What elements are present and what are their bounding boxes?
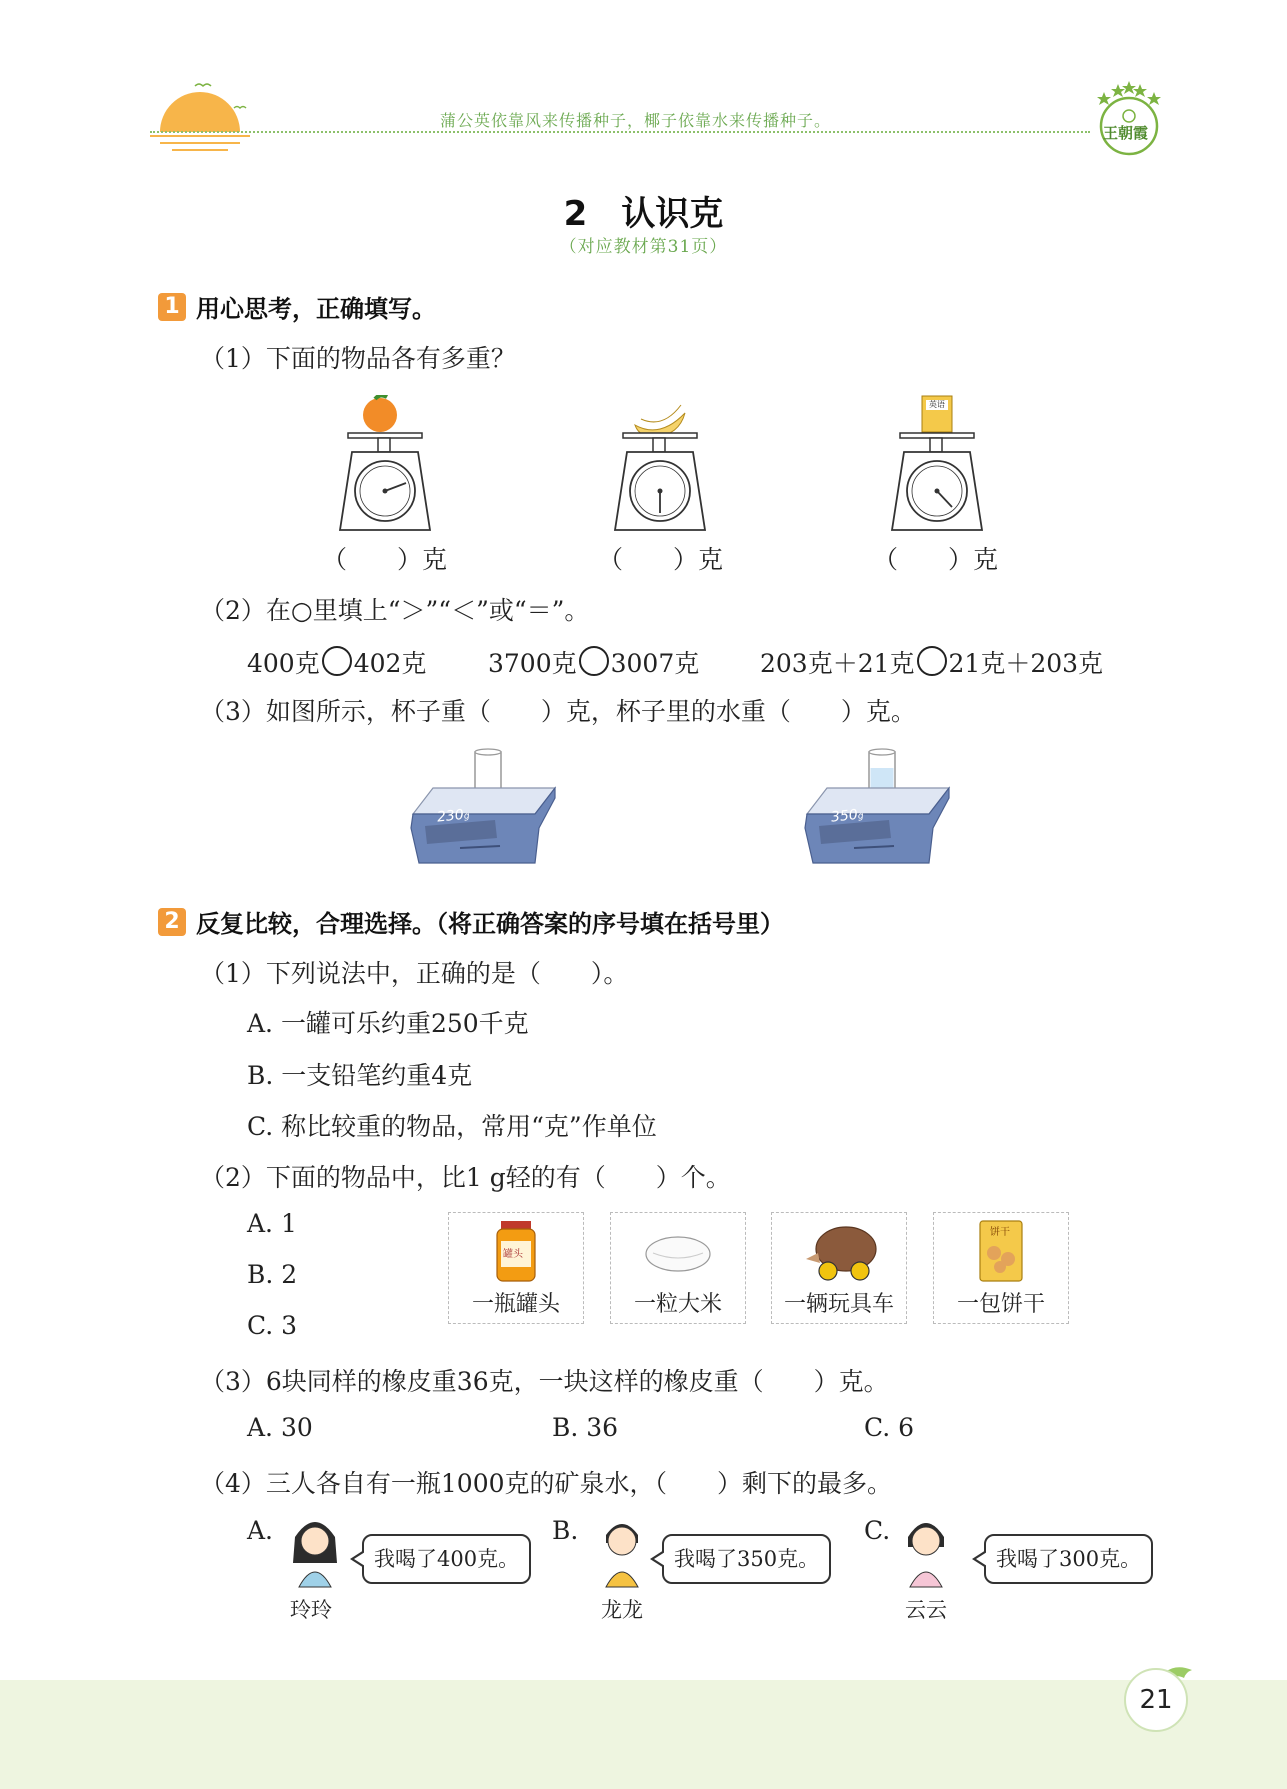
page-title: 2 认识克 bbox=[563, 194, 724, 234]
kid-name: 龙龙 bbox=[601, 1598, 643, 1622]
dial-scale-orange bbox=[330, 395, 440, 539]
digital-scale-water-cup bbox=[799, 748, 959, 872]
digital-scale-empty-cup bbox=[405, 748, 565, 872]
compare-pair-2 bbox=[488, 644, 699, 680]
item-box-rice bbox=[610, 1212, 746, 1324]
option-c[interactable]: C. 3 bbox=[247, 1311, 298, 1340]
item-box-jar bbox=[448, 1212, 584, 1324]
section-number-badge: 1 bbox=[158, 293, 186, 321]
option-b[interactable]: B. 一支铅笔约重4克 bbox=[247, 1061, 473, 1090]
answer-blank-orange[interactable]: （ ）克 bbox=[322, 545, 448, 574]
section-number-badge: 2 bbox=[158, 908, 186, 936]
page-number: 21 bbox=[1124, 1668, 1188, 1732]
header-divider bbox=[150, 131, 1090, 133]
question-1-3: （3）如图所示，杯子重（ ）克，杯子里的水重（ ）克。 bbox=[200, 697, 916, 726]
answer-blank-book[interactable]: （ ）克 bbox=[873, 545, 999, 574]
item-label: 一粒大米 bbox=[633, 1292, 722, 1317]
compare-circle-blank[interactable] bbox=[579, 646, 609, 676]
question-2-4: （4）三人各自有一瓶1000克的矿泉水，（ ）剩下的最多。 bbox=[200, 1469, 893, 1498]
biscuit-label: 饼干 bbox=[990, 1227, 1010, 1238]
page-subtitle: （对应教材第31页） bbox=[559, 237, 728, 257]
question-2-2: （2）下面的物品中，比1 g轻的有（ ）个。 bbox=[200, 1163, 731, 1192]
item-label: 一瓶罐头 bbox=[471, 1292, 560, 1317]
boy-longlong-icon bbox=[592, 1515, 652, 1594]
compare-left: 400克 bbox=[247, 649, 320, 678]
sun-logo-icon bbox=[150, 80, 250, 160]
question-1-1: （1）下面的物品各有多重？ bbox=[200, 344, 516, 373]
compare-right: 3007克 bbox=[610, 649, 700, 678]
section-heading-text: 用心思考，正确填写。 bbox=[196, 295, 436, 323]
option-a[interactable]: A. 30 bbox=[247, 1413, 313, 1442]
compare-pair-1 bbox=[247, 644, 426, 680]
jar-label: 罐头 bbox=[503, 1249, 523, 1260]
item-label: 一辆玩具车 bbox=[783, 1292, 894, 1317]
scale-reading: 230g bbox=[436, 806, 471, 826]
option-a[interactable]: A. 1 bbox=[247, 1209, 297, 1238]
kid-name: 云云 bbox=[905, 1598, 947, 1622]
brand-seal-icon bbox=[1088, 78, 1170, 160]
compare-circle-blank[interactable] bbox=[322, 646, 352, 676]
compare-right: 402克 bbox=[353, 649, 427, 678]
compare-left: 3700克 bbox=[488, 649, 577, 678]
item-label: 一包饼干 bbox=[956, 1292, 1045, 1317]
compare-left: 203克＋21克 bbox=[760, 649, 915, 678]
option-c[interactable]: C. bbox=[864, 1516, 891, 1545]
speech-bubble: 我喝了400克。 bbox=[362, 1534, 531, 1584]
question-2-3: （3）6块同样的橡皮重36克，一块这样的橡皮重（ ）克。 bbox=[200, 1367, 889, 1396]
seal-text: 王朝霞 bbox=[1103, 124, 1149, 142]
option-b[interactable]: B. 2 bbox=[247, 1260, 298, 1289]
question-2-1: （1）下列说法中，正确的是（ ）。 bbox=[200, 959, 629, 988]
book-label: 英语 bbox=[929, 400, 945, 409]
dial-scale-book bbox=[882, 395, 992, 539]
option-b[interactable]: B. bbox=[552, 1516, 579, 1545]
toy-car-hedgehog-icon bbox=[802, 1219, 882, 1283]
option-c[interactable]: C. 称比较重的物品，常用“克”作单位 bbox=[247, 1112, 657, 1141]
compare-pair-3 bbox=[760, 644, 1103, 680]
option-a[interactable]: A. 一罐可乐约重250千克 bbox=[247, 1009, 529, 1038]
item-box-biscuits bbox=[933, 1212, 1069, 1324]
kid-name: 玲玲 bbox=[290, 1598, 332, 1622]
section-1-heading bbox=[158, 289, 436, 324]
item-box-toy-car bbox=[771, 1212, 907, 1324]
dial-scale-banana bbox=[605, 395, 715, 539]
speech-bubble: 我喝了350克。 bbox=[662, 1534, 831, 1584]
section-heading-text: 反复比较，合理选择。（将正确答案的序号填在括号里） bbox=[196, 910, 784, 938]
rice-grain-icon bbox=[643, 1231, 713, 1277]
compare-right: 21克＋203克 bbox=[948, 649, 1104, 678]
speech-bubble: 我喝了300克。 bbox=[984, 1534, 1153, 1584]
section-2-heading bbox=[158, 904, 784, 939]
compare-circle-blank[interactable] bbox=[917, 646, 947, 676]
footer-band bbox=[0, 1680, 1287, 1789]
girl-lingling-icon bbox=[285, 1515, 345, 1594]
girl-yunyun-icon bbox=[896, 1515, 956, 1594]
answer-blank-banana[interactable]: （ ）克 bbox=[598, 545, 724, 574]
option-c[interactable]: C. 6 bbox=[864, 1413, 915, 1442]
option-a[interactable]: A. bbox=[247, 1516, 274, 1545]
header-motto: 蒲公英依靠风来传播种子，椰子依靠水来传播种子。 bbox=[440, 111, 832, 130]
scale-reading: 350g bbox=[830, 806, 865, 826]
question-1-2: （2）在○里填上“＞”“＜”或“＝”。 bbox=[200, 596, 590, 625]
option-b[interactable]: B. 36 bbox=[552, 1413, 619, 1442]
